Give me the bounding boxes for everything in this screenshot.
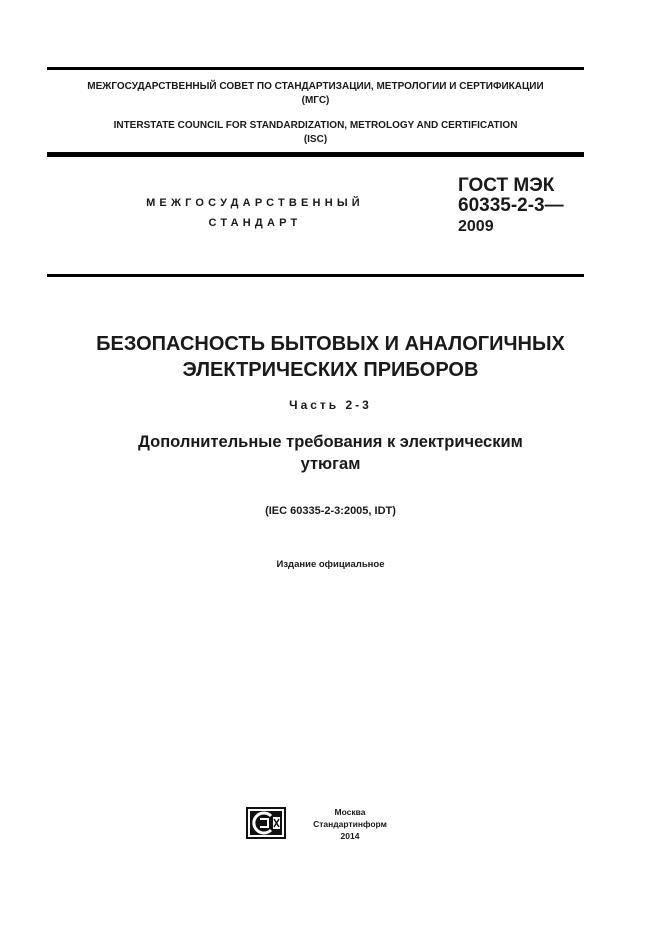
council-en-name: INTERSTATE COUNCIL FOR STANDARDIZATION, METROLOGY AND CERTIFICATION [113, 120, 518, 131]
council-en-abbr: (ISC) [303, 134, 328, 145]
council-ru-abbr: (МГС) [301, 95, 330, 106]
council-ru-name: МЕЖГОСУДАРСТВЕННЫЙ СОВЕТ ПО СТАНДАРТИЗАЦИИ, МЕТРОЛОГИИ И СЕРТИФИКАЦИИ [87, 81, 544, 92]
standard-type-line2: СТАНДАРТ [208, 217, 302, 229]
designation-line2: 60335-2-3— [458, 195, 564, 216]
subtitle-line1: Дополнительные требования к электрическим [138, 433, 523, 451]
designation-line1: ГОСТ МЭК [458, 175, 555, 196]
document-subtitle [0, 431, 661, 475]
subtitle-line2: утюгам [300, 455, 361, 473]
standard-designation [458, 176, 564, 238]
council-ru [47, 80, 584, 108]
standard-type [110, 193, 400, 233]
header-rule-thick [47, 152, 584, 157]
council-en [47, 119, 584, 147]
designation-rule [47, 274, 584, 277]
title-line2: ЭЛЕКТРИЧЕСКИХ ПРИБОРОВ [182, 359, 479, 381]
standard-type-line1: МЕЖГОСУДАРСТВЕННЫЙ [146, 197, 364, 209]
publication-year: 2014 [340, 831, 360, 841]
part-number: Часть 2-3 [289, 398, 372, 412]
title-line1: БЕЗОПАСНОСТЬ БЫТОВЫХ И АНАЛОГИЧНЫХ [96, 333, 565, 355]
publisher-city: Москва [334, 807, 366, 817]
publisher-name: Стандартинформ [313, 819, 387, 829]
top-rule-thin [47, 67, 584, 70]
publisher-info [305, 806, 395, 842]
standartinform-logo-icon [246, 807, 286, 839]
edition-note: Издание официальное [276, 559, 385, 570]
iec-reference: (IEC 60335-2-3:2005, IDT) [265, 505, 396, 517]
document-title [0, 331, 661, 383]
designation-year: 2009 [458, 218, 494, 235]
